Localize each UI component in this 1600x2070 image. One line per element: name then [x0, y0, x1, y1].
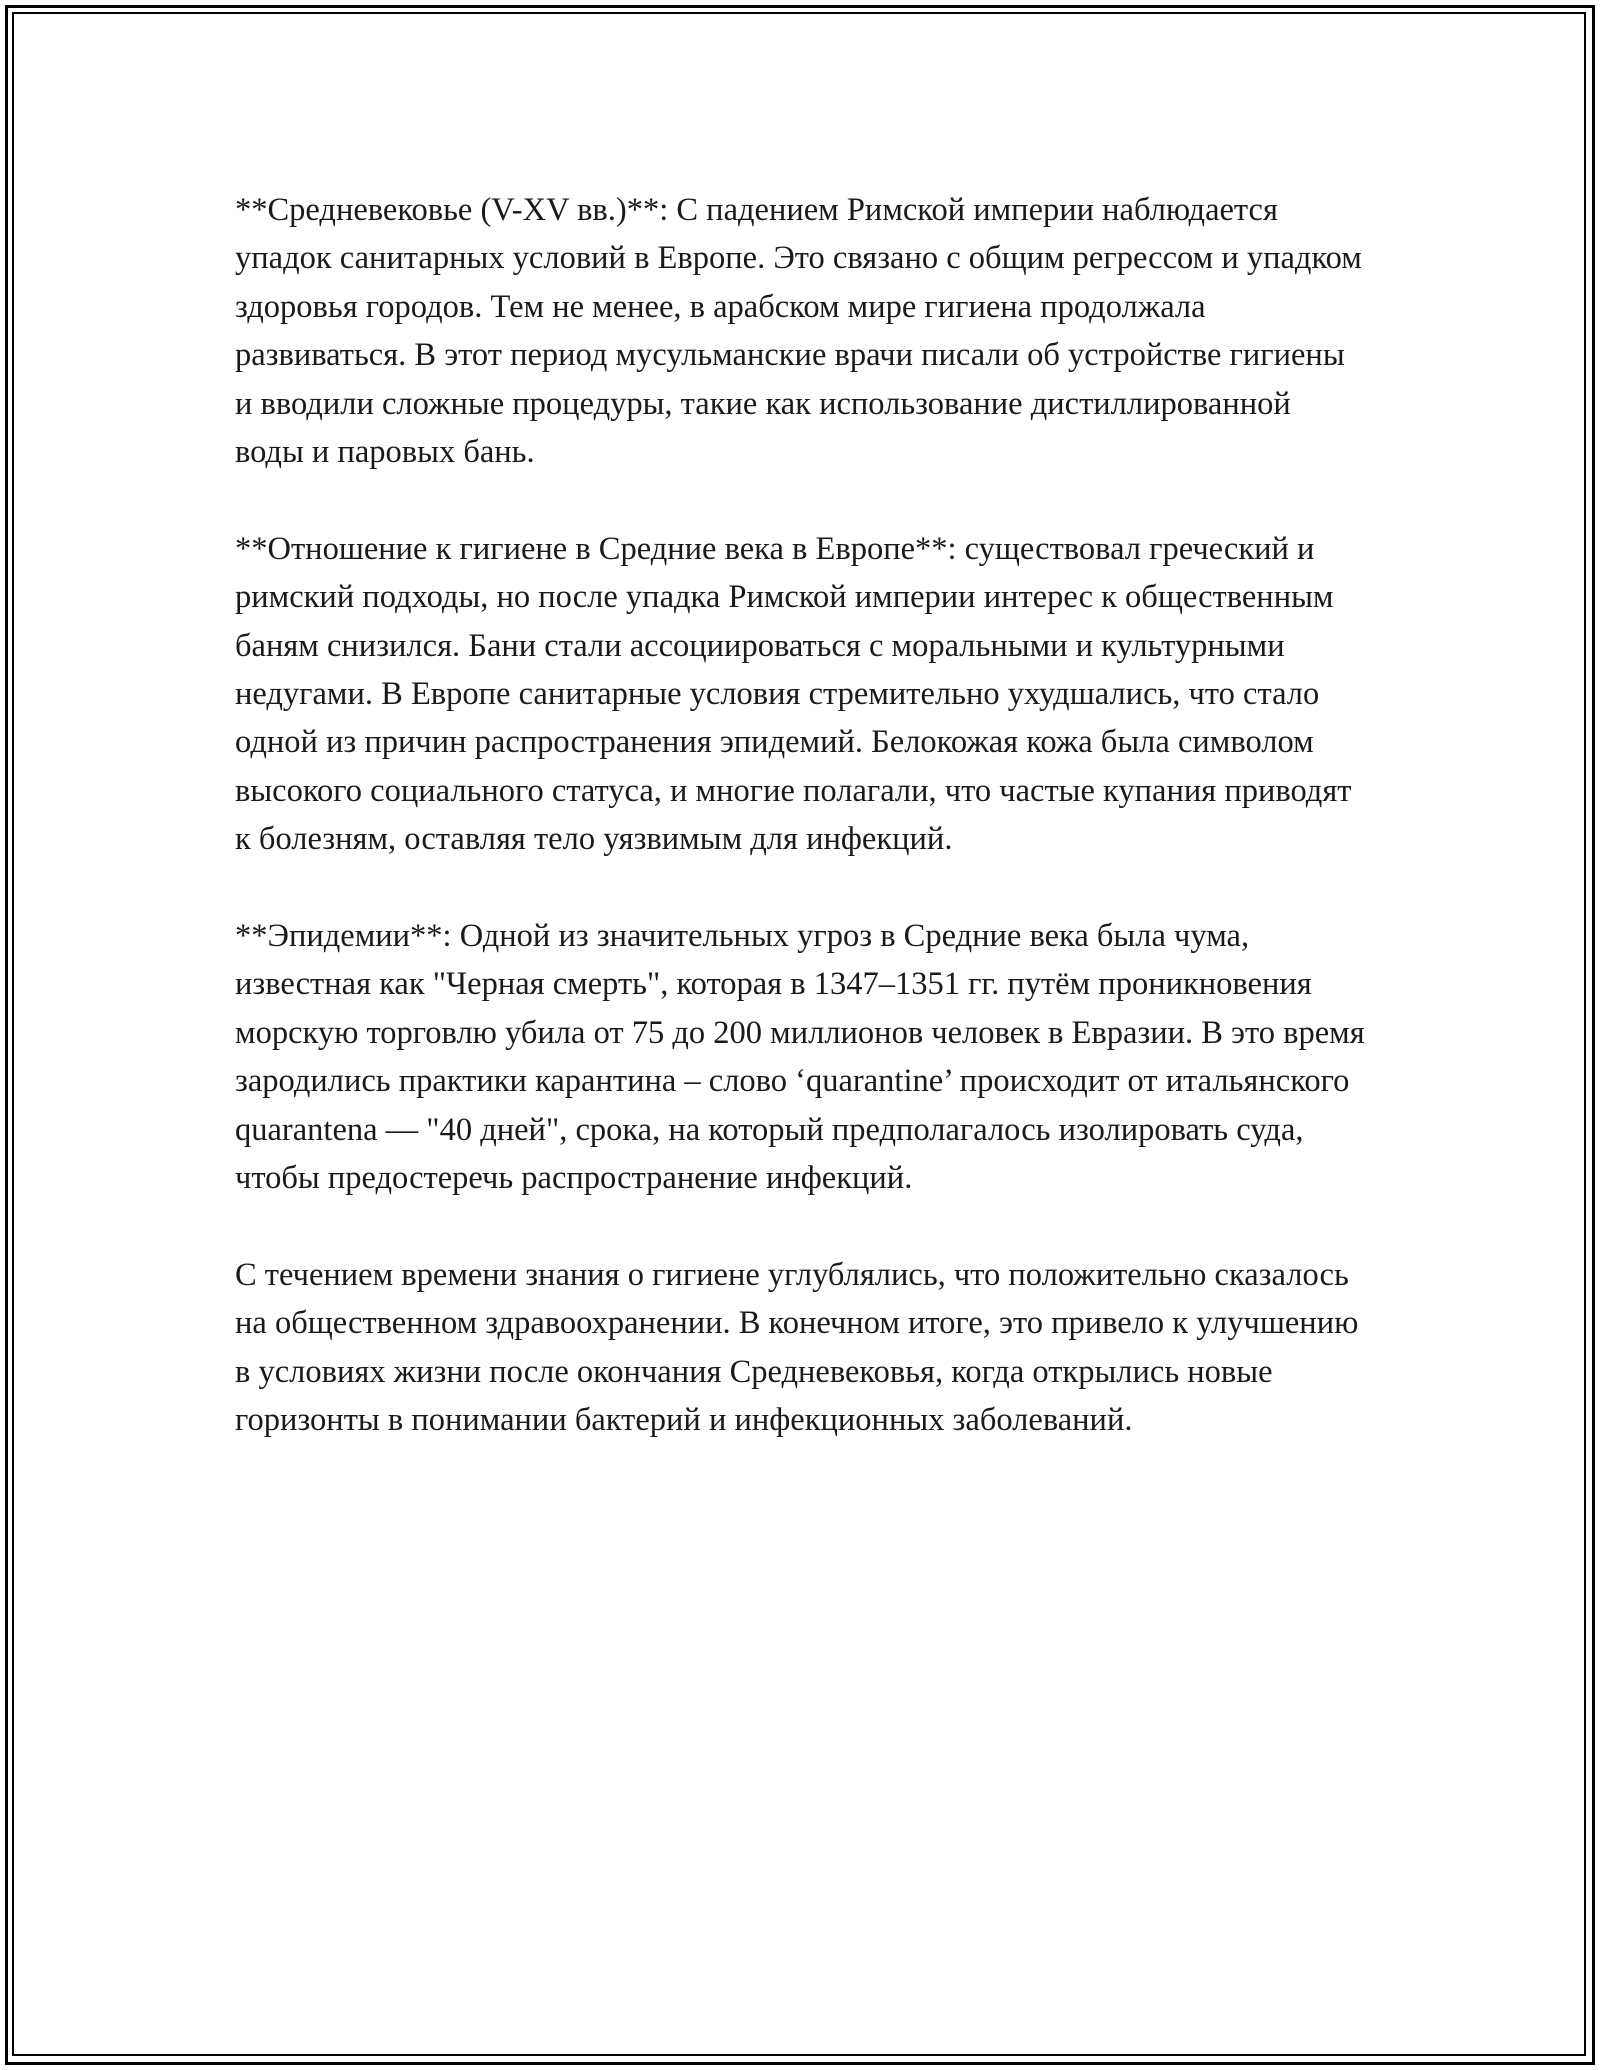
paragraph-epidemics: **Эпидемии**: Одной из значительных угроз в Средние века была чума, известная как "Черная смерть", которая в 1347–1351 гг. путём проникновения морскую торговлю убила от 75 до 200 миллионов человек в Евразии. В это время зародились практики карантина – слово ‘quarantine’ происходит от итальянского quarantena — "40 дней", срока, на который предполагалось изолировать суда, чтобы предостеречь распространение инфекций. — [235, 918, 1365, 1197]
document-body — [235, 186, 1365, 1445]
paragraph-middle-ages: **Средневековье (V-XV вв.)**: С падением Римской империи наблюдается упадок санитарных условий в Европе. Это связано с общим регрессом и упадком здоровья городов. Тем не менее, в арабском мире гигиена продолжала развиваться. В этот период мусульманские врачи писали об устройстве гигиены и вводили сложные процедуры, такие как использование дистиллированной воды и паровых бань. — [235, 192, 1362, 471]
paragraph-hygiene-attitude: **Отношение к гигиене в Средние века в Европе**: существовал греческий и римский подходы, но после упадка Римской империи интерес к общественным баням снизился. Бани стали ассоциироваться с моральными и культурными недугами. В Европе санитарные условия стремительно ухудшались, что стало одной из причин распространения эпидемий. Белокожая кожа была символом высокого социального статуса, и многие полагали, что частые купания приводят к болезням, оставляя тело уязвимым для инфекций. — [235, 530, 1352, 858]
paragraph-conclusion: С течением времени знания о гигиене углублялись, что положительно сказалось на общественном здравоохранении. В конечном итоге, это привело к улучшению в условиях жизни после окончания Средневековья, когда открылись новые горизонты в понимании бактерий и инфекционных заболеваний. — [235, 1256, 1359, 1439]
